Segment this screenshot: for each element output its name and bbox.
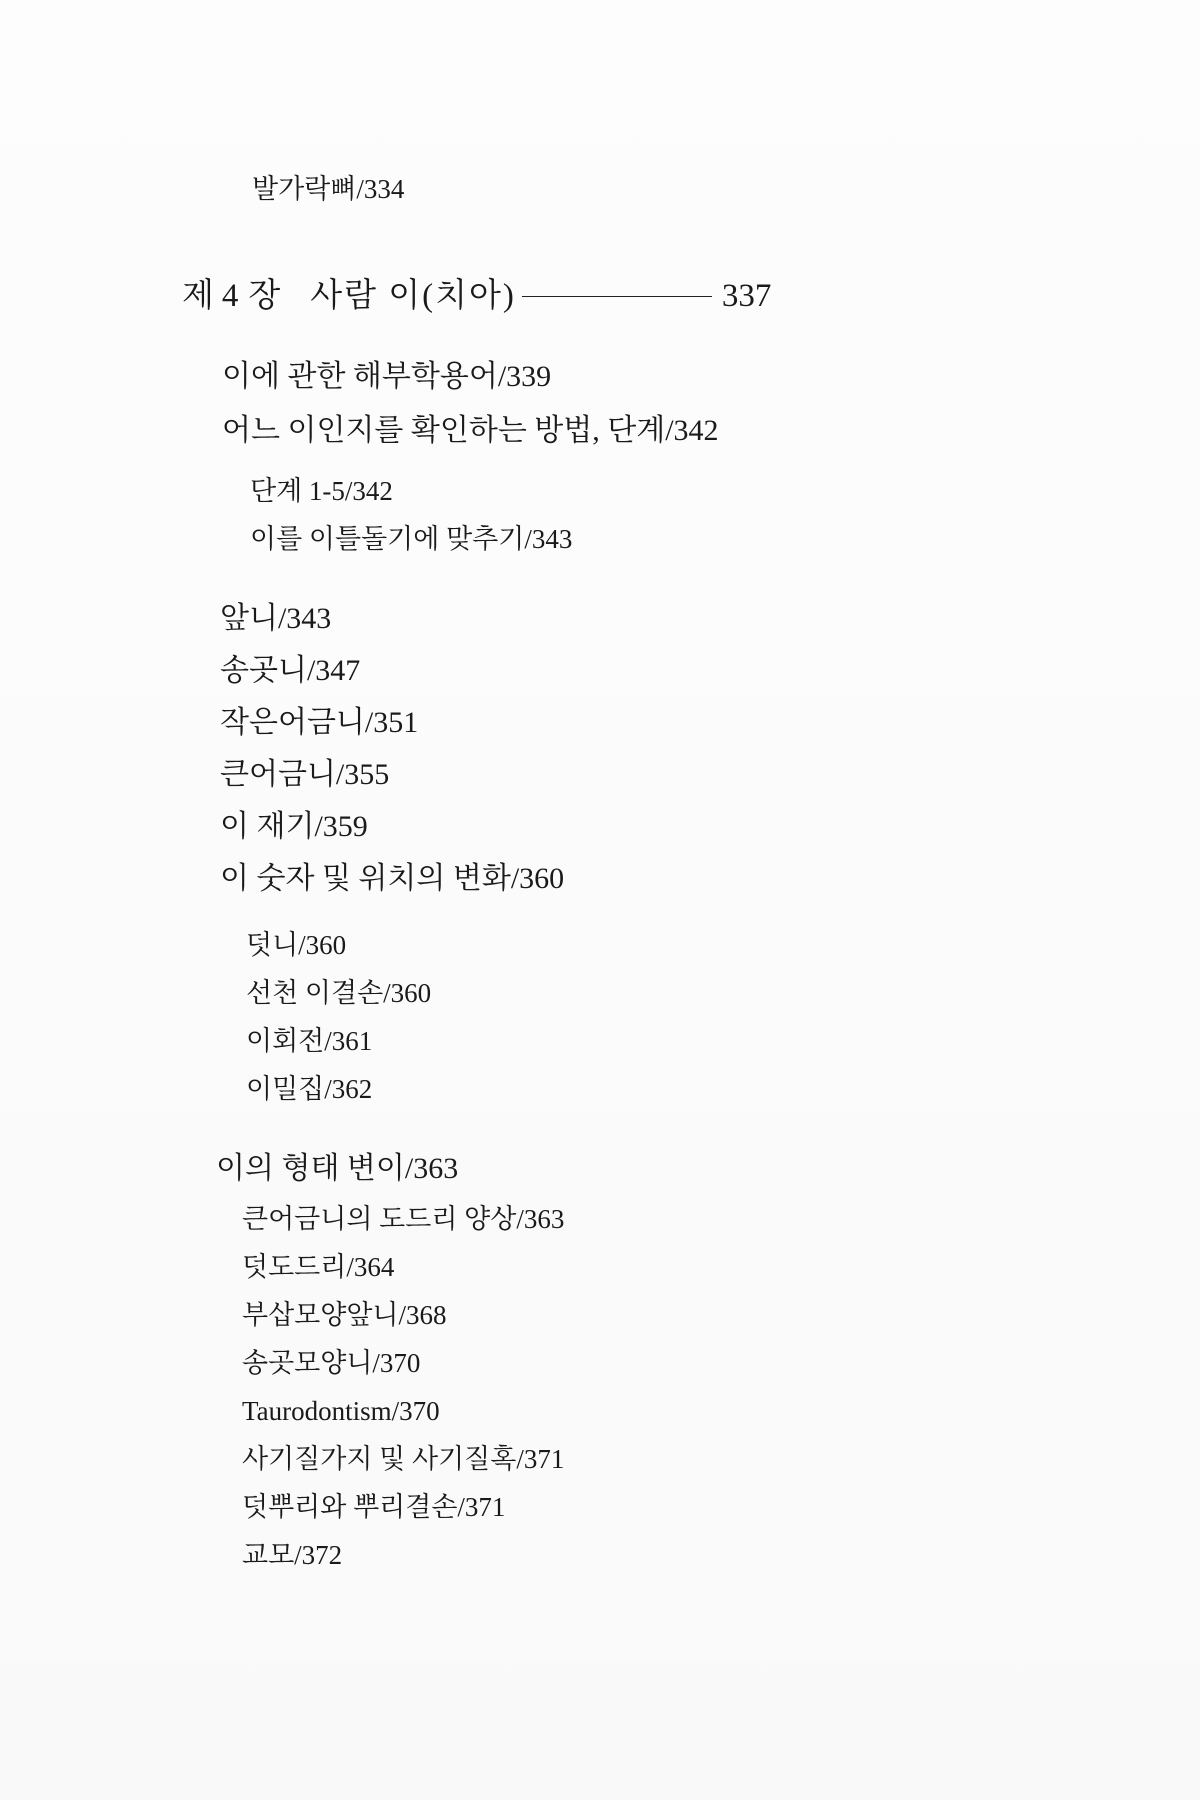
toc-entry: 이밀집/362	[246, 1074, 373, 1104]
toc-entry: 이회전/361	[246, 1026, 373, 1056]
toc-entry: 이 재기/359	[220, 810, 368, 843]
chapter-number: 4	[221, 278, 239, 314]
toc-entry: 선천 이결손/360	[246, 978, 432, 1008]
chapter-prefix: 제	[182, 278, 214, 314]
toc-entry: 사기질가지 및 사기질혹/371	[242, 1444, 565, 1474]
dot-leader	[522, 296, 712, 297]
chapter-title: 사람 이(치아)	[310, 278, 516, 314]
toc-entry: 앞니/343	[220, 602, 332, 635]
toc-entry: 덧도드리/364	[242, 1252, 395, 1282]
toc-entry: 이를 이틀돌기에 맞추기/343	[250, 524, 573, 554]
toc-entry: 작은어금니/351	[220, 706, 419, 739]
toc-entry: 교모/372	[242, 1540, 343, 1570]
toc-entry: 발가락뼈/334	[252, 174, 405, 204]
toc-entry: 단계 1-5/342	[250, 476, 393, 506]
toc-entry: Taurodontism/370	[242, 1396, 440, 1426]
toc-entry: 송곳모양니/370	[242, 1348, 421, 1378]
chapter-heading	[182, 280, 771, 313]
toc-entry: 어느 이인지를 확인하는 방법, 단계/342	[222, 414, 719, 447]
toc-entry: 덧뿌리와 뿌리결손/371	[242, 1492, 506, 1522]
chapter-page: 337	[721, 278, 772, 314]
toc-entry: 덧니/360	[246, 930, 347, 960]
toc-entry: 이에 관한 해부학용어/339	[222, 360, 552, 393]
toc-entry: 부삽모양앞니/368	[242, 1300, 447, 1330]
toc-entry: 이의 형태 변이/363	[216, 1152, 459, 1185]
chapter-suffix: 장	[248, 278, 281, 314]
toc-entry: 이 숫자 및 위치의 변화/360	[220, 862, 565, 895]
toc-entry: 송곳니/347	[220, 654, 361, 687]
toc-entry: 큰어금니/355	[220, 758, 390, 791]
toc-entry: 큰어금니의 도드리 양상/363	[242, 1204, 565, 1234]
